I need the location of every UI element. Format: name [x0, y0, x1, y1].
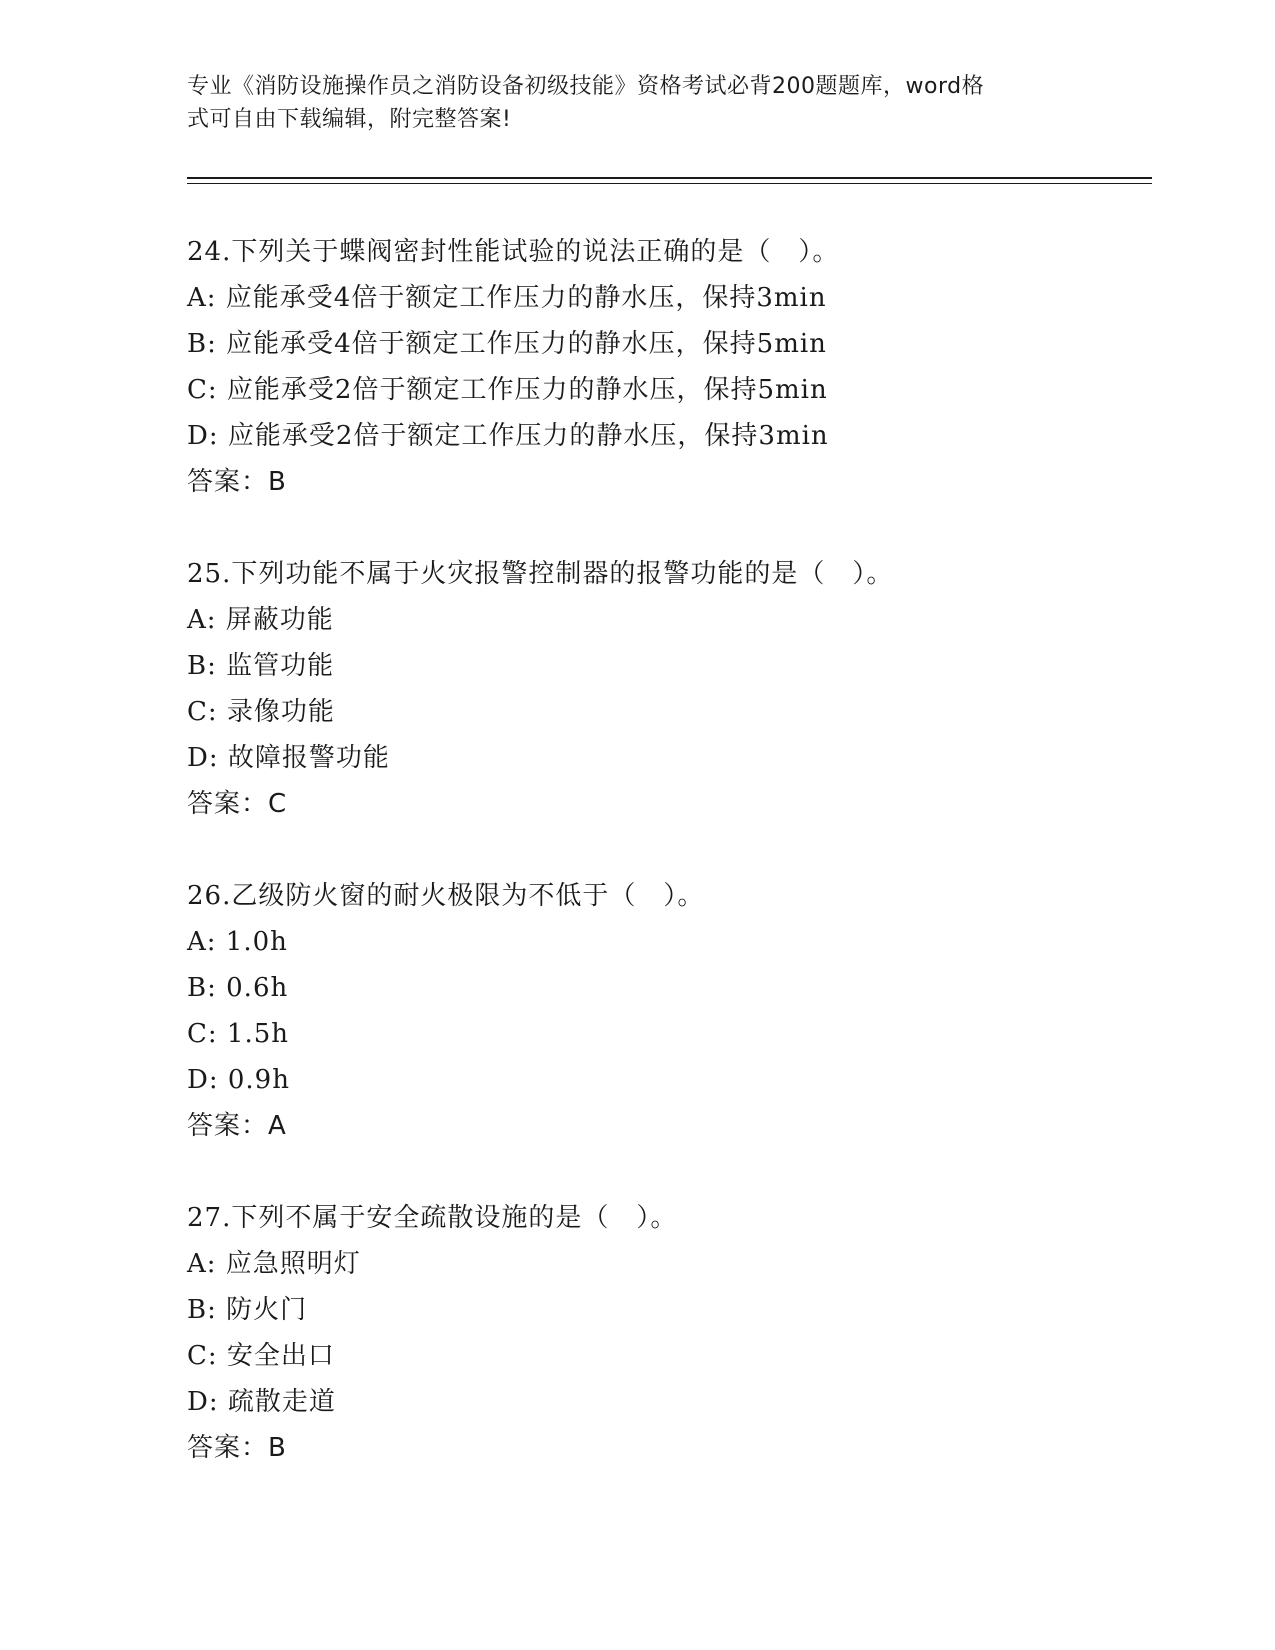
option-b: B: 防火门	[187, 1295, 308, 1325]
option-a: A: 1.0h	[187, 927, 288, 957]
option-d: D: 疏散走道	[187, 1387, 336, 1417]
answer: 答案：B	[187, 467, 287, 497]
document-header	[187, 70, 1087, 136]
question-25	[187, 551, 1152, 827]
option-c: C: 安全出口	[187, 1341, 335, 1371]
option-b: B: 应能承受4倍于额定工作压力的静水压，保持5min	[187, 329, 827, 359]
question-stem: 25.下列功能不属于火灾报警控制器的报警功能的是（ ）。	[187, 559, 894, 589]
answer: 答案：A	[187, 1111, 287, 1141]
option-a: A: 应急照明灯	[187, 1249, 361, 1279]
answer: 答案：C	[187, 789, 288, 819]
header-divider-thick	[187, 177, 1152, 179]
option-c: C: 应能承受2倍于额定工作压力的静水压，保持5min	[187, 375, 828, 405]
option-a: A: 屏蔽功能	[187, 605, 334, 635]
option-c: C: 1.5h	[187, 1019, 290, 1049]
option-b: B: 0.6h	[187, 973, 289, 1003]
option-d: D: 故障报警功能	[187, 743, 390, 773]
option-b: B: 监管功能	[187, 651, 335, 681]
header-divider-thin	[187, 183, 1152, 184]
question-stem: 26.乙级防火窗的耐火极限为不低于（ ）。	[187, 881, 705, 911]
question-27	[187, 1195, 1152, 1471]
header-line-2: 式可自由下载编辑，附完整答案!	[187, 107, 512, 132]
option-d: D: 0.9h	[187, 1065, 290, 1095]
question-stem: 27.下列不属于安全疏散设施的是（ ）。	[187, 1203, 678, 1233]
question-24	[187, 229, 1152, 505]
option-a: A: 应能承受4倍于额定工作压力的静水压，保持3min	[187, 283, 827, 313]
question-26	[187, 873, 1152, 1149]
option-c: C: 录像功能	[187, 697, 335, 727]
option-d: D: 应能承受2倍于额定工作压力的静水压，保持3min	[187, 421, 829, 451]
header-line-1: 专业《消防设施操作员之消防设备初级技能》资格考试必背200题题库，word格	[187, 74, 985, 99]
question-stem: 24.下列关于蝶阀密封性能试验的说法正确的是（ ）。	[187, 237, 840, 267]
answer: 答案：B	[187, 1433, 287, 1463]
